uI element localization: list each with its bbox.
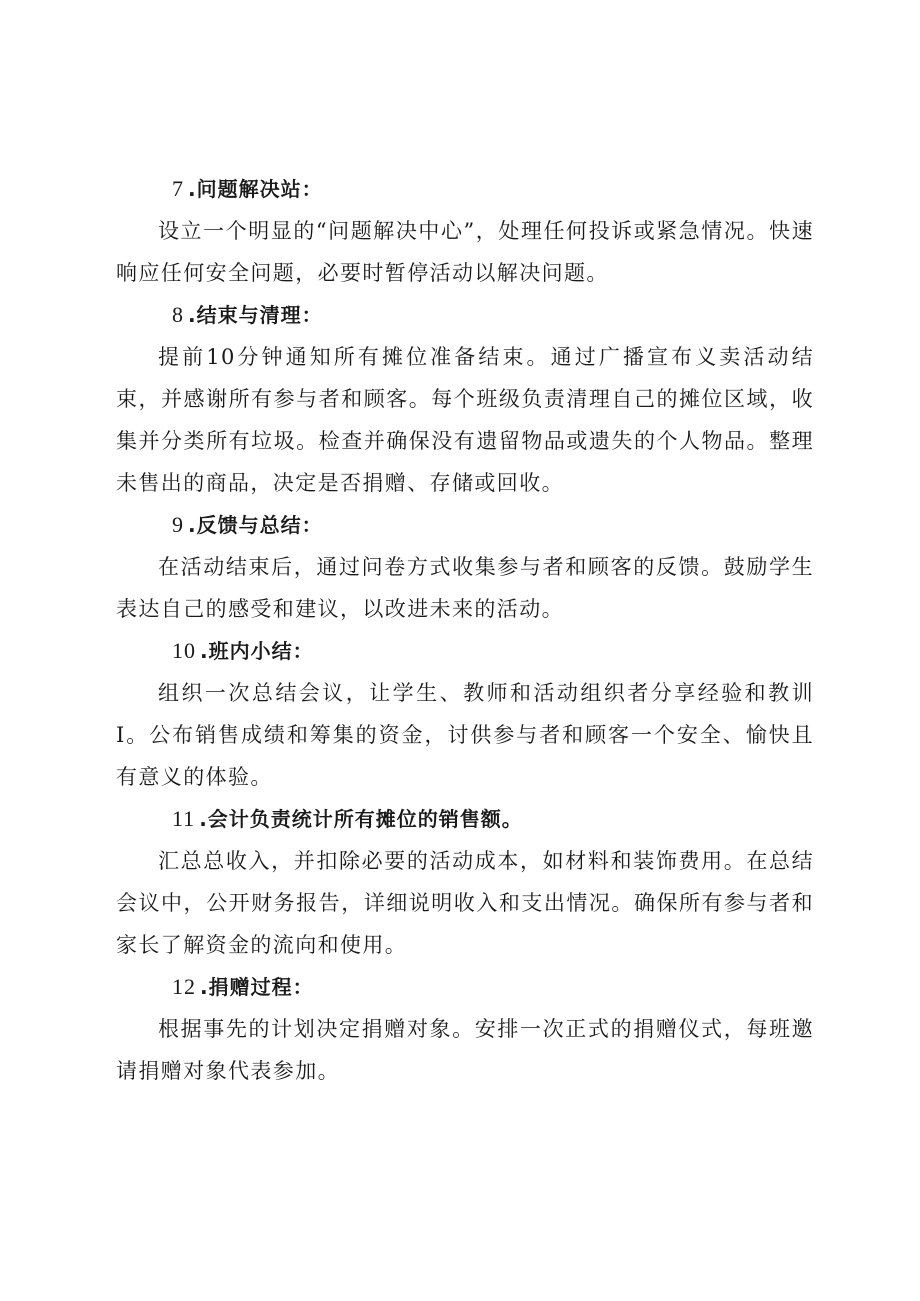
section-heading [116,504,814,546]
section-7 [116,168,814,294]
section-paragraph: 提前10分钟通知所有摊位准备结束。通过广播宣布义卖活动结束，并感谢所有参与者和顾客。每个班级负责清理自己的摊位区域，收集并分类所有垃圾。检查并确保没有遗留物品或遗失的个人物品。整理未售出的商品，决定是否捐赠、存储或回收。 [116,345,814,495]
section-number: 10 [172,638,196,663]
section-paragraph: 在活动结束后，通过问卷方式收集参与者和顾客的反馈。鼓励学生表达自己的感受和建议，以改进未来的活动。 [116,555,814,621]
section-9 [116,504,814,630]
section-heading [116,966,814,1008]
section-number: 9 [172,512,184,537]
section-title: .问题解决站： [188,177,323,201]
section-11 [116,798,814,966]
section-title: .反馈与总结： [188,513,323,537]
section-paragraph: 汇总总收入，并扣除必要的活动成本，如材料和装饰费用。在总结会议中，公开财务报告，详细说明收入和支出情况。确保所有参与者和家长了解资金的流向和使用。 [116,849,814,957]
section-heading [116,798,814,840]
section-paragraph: 设立一个明显的“问题解决中心”，处理任何投诉或紧急情况。快速响应任何安全问题，必要时暂停活动以解决问题。 [116,219,814,285]
section-title: .会计负责统计所有摊位的销售额。 [199,807,523,831]
section-heading [116,294,814,336]
section-number: 12 [172,974,196,999]
section-8 [116,294,814,504]
section-number: 8 [172,302,184,327]
section-heading [116,630,814,672]
section-title: .班内小结： [200,639,314,663]
section-paragraph: 组织一次总结会议，让学生、教师和活动组织者分享经验和教训I。公布销售成绩和筹集的资金，讨供参与者和顾客一个安全、愉快且有意义的体验。 [116,681,814,789]
section-number: 7 [172,176,184,201]
section-12 [116,966,814,1092]
document-body [116,168,814,1092]
section-10 [116,630,814,798]
section-paragraph: 根据事先的计划决定捐赠对象。安排一次正式的捐赠仪式，每班邀请捐赠对象代表参加。 [116,1017,814,1083]
section-title: .捐赠过程： [200,975,314,999]
section-heading [116,168,814,210]
section-title: .结束与清理： [188,303,323,327]
section-number: 11 [172,806,196,831]
